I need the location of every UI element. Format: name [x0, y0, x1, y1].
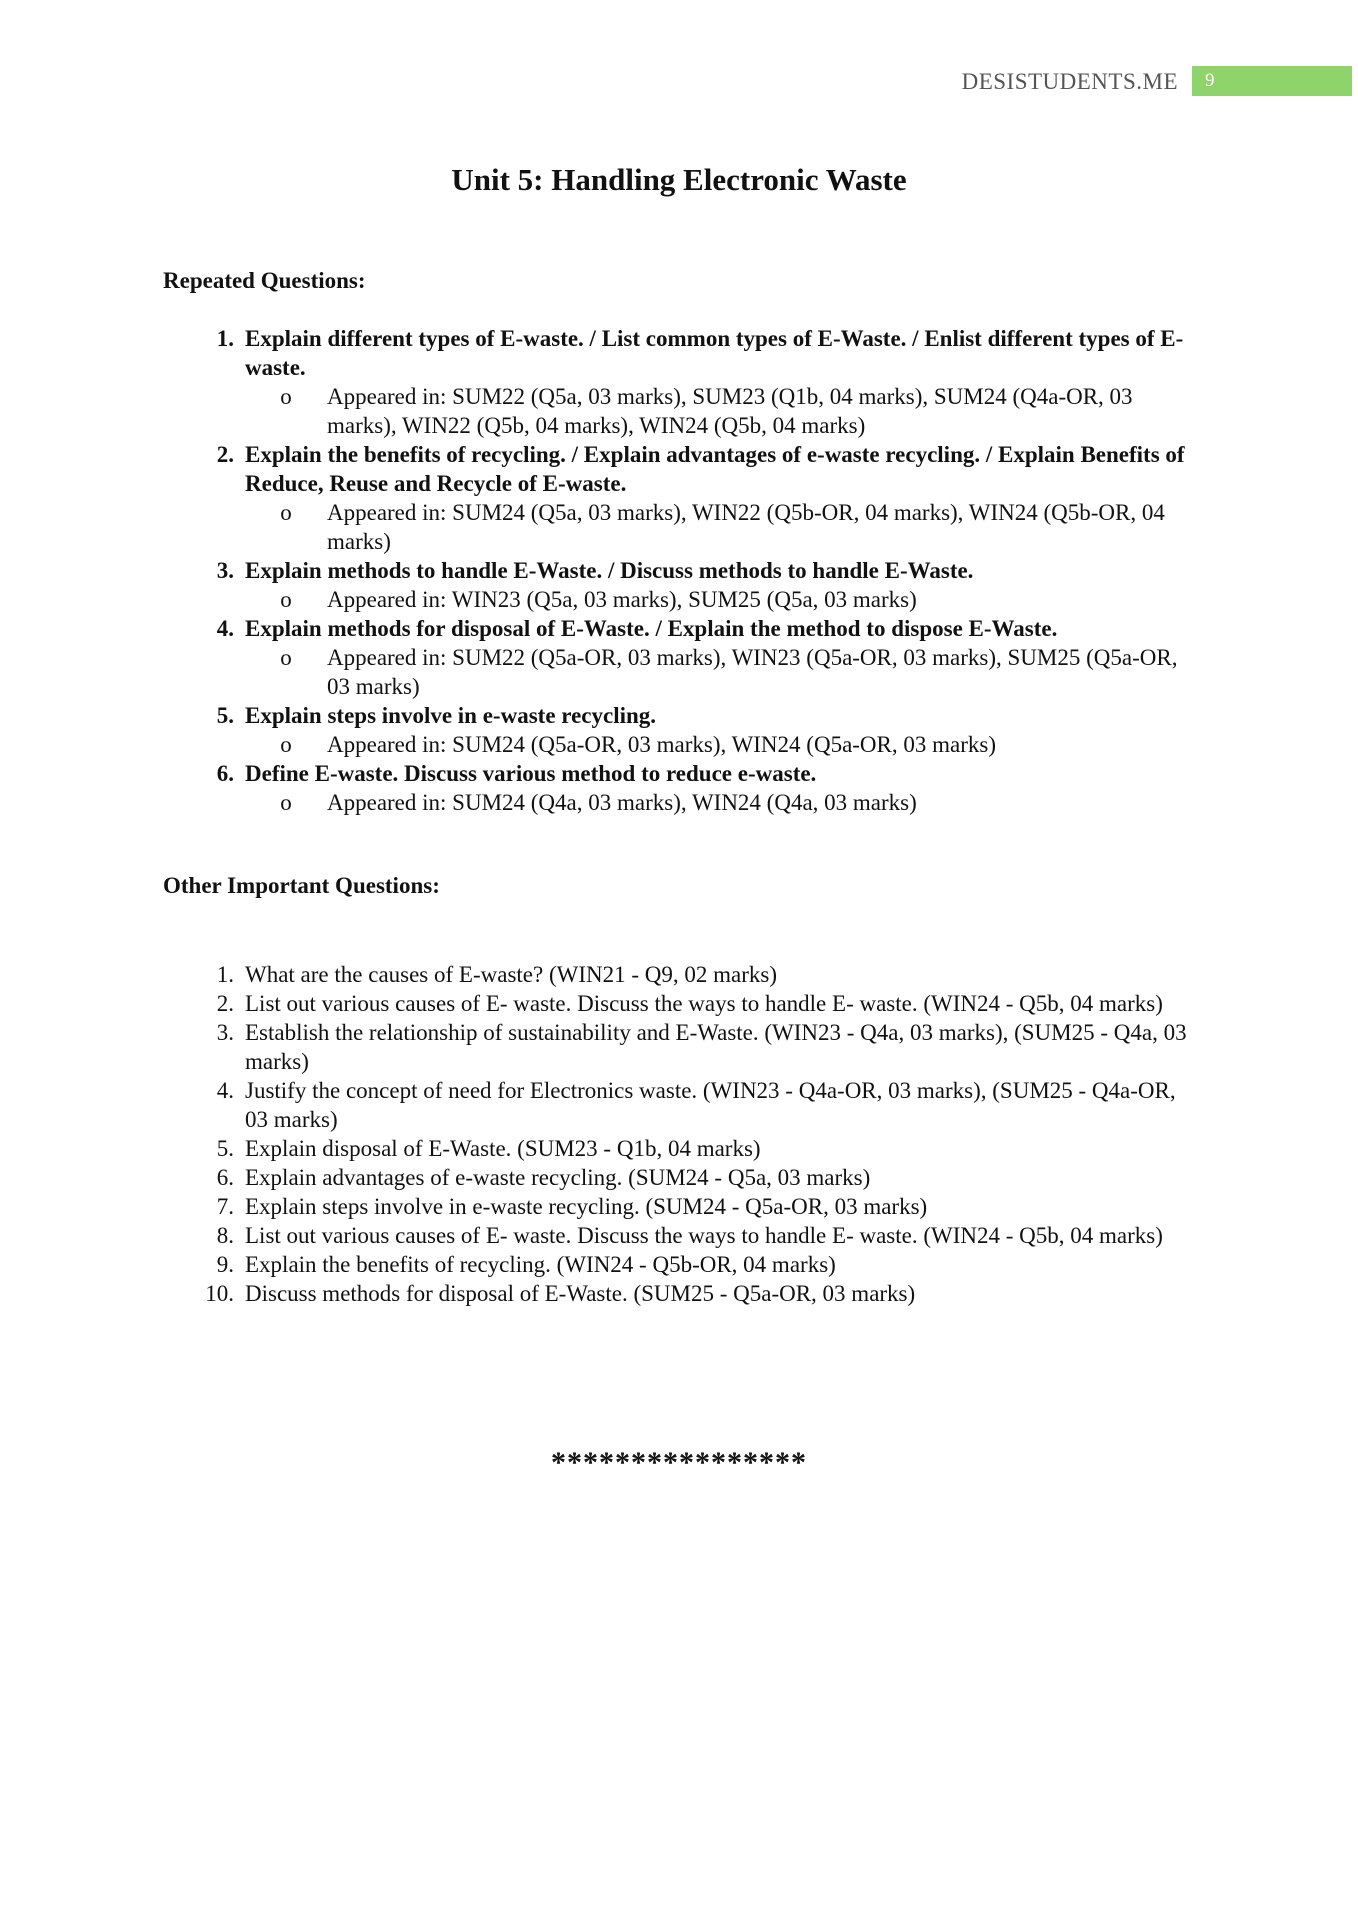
question-text: List out various causes of E- waste. Discuss the ways to handle E- waste. (WIN24 - Q5b, 04 marks) — [245, 1223, 1163, 1248]
list-item — [163, 759, 1198, 817]
question-text: Explain the benefits of recycling. (WIN24 - Q5b-OR, 04 marks) — [245, 1252, 836, 1277]
question-text: Explain methods to handle E-Waste. / Discuss methods to handle E-Waste. — [245, 558, 974, 583]
list-item — [163, 1163, 1198, 1192]
question-text: Discuss methods for disposal of E-Waste. (SUM25 - Q5a-OR, 03 marks) — [245, 1281, 916, 1306]
item-number: 4. — [216, 616, 234, 641]
other-questions-heading: Other Important Questions: — [163, 873, 440, 898]
list-item — [163, 614, 1198, 701]
list-item — [163, 556, 1198, 614]
question-text: Establish the relationship of sustainability and E-Waste. (WIN23 - Q4a, 03 marks), (SUM25 - Q4a, 03 marks) — [245, 1020, 1187, 1074]
question-text: Explain steps involve in e-waste recycling. (SUM24 - Q5a-OR, 03 marks) — [245, 1194, 928, 1219]
bullet-marker: o — [280, 587, 292, 612]
list-item — [163, 1192, 1198, 1221]
end-of-section-stars: **************** — [551, 1446, 807, 1479]
list-item — [163, 1221, 1198, 1250]
bullet-marker: o — [280, 500, 292, 525]
item-number: 9. — [216, 1252, 234, 1277]
appeared-in-text: Appeared in: SUM24 (Q5a, 03 marks), WIN22 (Q5b-OR, 04 marks), WIN24 (Q5b-OR, 04 marks) — [327, 500, 1165, 554]
question-text: Explain methods for disposal of E-Waste. / Explain the method to dispose E-Waste. — [245, 616, 1058, 641]
item-number: 6. — [216, 1165, 234, 1190]
appeared-in-text: Appeared in: SUM22 (Q5a, 03 marks), SUM23 (Q1b, 04 marks), SUM24 (Q4a-OR, 03 marks), WIN22 (Q5b, 04 marks), WIN24 (Q5b, 04 marks) — [327, 384, 1133, 438]
bullet-marker: o — [280, 384, 292, 409]
item-number: 2. — [216, 442, 234, 467]
appeared-in-text: Appeared in: SUM24 (Q5a-OR, 03 marks), WIN24 (Q5a-OR, 03 marks) — [327, 732, 996, 757]
list-item — [163, 1018, 1198, 1076]
bullet-marker: o — [280, 732, 292, 757]
appeared-in-text: Appeared in: SUM22 (Q5a-OR, 03 marks), WIN23 (Q5a-OR, 03 marks), SUM25 (Q5a-OR, 03 marks) — [327, 645, 1178, 699]
list-item — [163, 1076, 1198, 1134]
bullet-marker: o — [280, 645, 292, 670]
question-text: List out various causes of E- waste. Discuss the ways to handle E- waste. (WIN24 - Q5b, 04 marks) — [245, 991, 1163, 1016]
question-text: Justify the concept of need for Electronics waste. (WIN23 - Q4a-OR, 03 marks), (SUM25 - Q4a-OR, 03 marks) — [245, 1078, 1176, 1132]
item-number: 4. — [216, 1078, 234, 1103]
list-item — [163, 1134, 1198, 1163]
item-number: 3. — [216, 1020, 234, 1045]
list-item — [163, 960, 1198, 989]
repeated-questions-list — [163, 324, 1198, 817]
item-number: 5. — [216, 703, 234, 728]
list-item — [163, 1279, 1198, 1308]
question-text: Define E-waste. Discuss various method to reduce e-waste. — [245, 761, 817, 786]
appeared-in-text: Appeared in: SUM24 (Q4a, 03 marks), WIN24 (Q4a, 03 marks) — [327, 790, 917, 815]
list-item — [163, 324, 1198, 440]
item-number: 1. — [216, 326, 234, 351]
list-item — [163, 1250, 1198, 1279]
other-questions-list — [163, 960, 1198, 1308]
question-text: Explain steps involve in e-waste recycling. — [245, 703, 657, 728]
appeared-in-text: Appeared in: WIN23 (Q5a, 03 marks), SUM25 (Q5a, 03 marks) — [327, 587, 917, 612]
item-number: 6. — [216, 761, 234, 786]
list-item — [163, 989, 1198, 1018]
item-number: 7. — [216, 1194, 234, 1219]
repeated-questions-heading: Repeated Questions: — [163, 268, 366, 293]
item-number: 5. — [216, 1136, 234, 1161]
page-title-text: Unit 5: Handling Electronic Waste — [451, 162, 907, 197]
question-text: Explain advantages of e-waste recycling. (SUM24 - Q5a, 03 marks) — [245, 1165, 871, 1190]
page-number-badge: 9 — [1192, 66, 1352, 96]
question-text: Explain the benefits of recycling. / Explain advantages of e-waste recycling. / Explain Benefits of Reduce, Reuse and Recycle of E-waste. — [245, 442, 1185, 496]
item-number: 10. — [205, 1281, 234, 1306]
question-text: Explain different types of E-waste. / List common types of E-Waste. / Enlist different types of E-waste. — [245, 326, 1184, 380]
list-item — [163, 701, 1198, 759]
item-number: 2. — [216, 991, 234, 1016]
page-title — [0, 162, 1358, 198]
question-text: Explain disposal of E-Waste. (SUM23 - Q1b, 04 marks) — [245, 1136, 761, 1161]
item-number: 8. — [216, 1223, 234, 1248]
item-number: 1. — [216, 962, 234, 987]
item-number: 3. — [216, 558, 234, 583]
question-text: What are the causes of E-waste? (WIN21 - Q9, 02 marks) — [245, 962, 777, 987]
bullet-marker: o — [280, 790, 292, 815]
header-site-name: DESISTUDENTS.ME — [961, 69, 1178, 94]
list-item — [163, 440, 1198, 556]
